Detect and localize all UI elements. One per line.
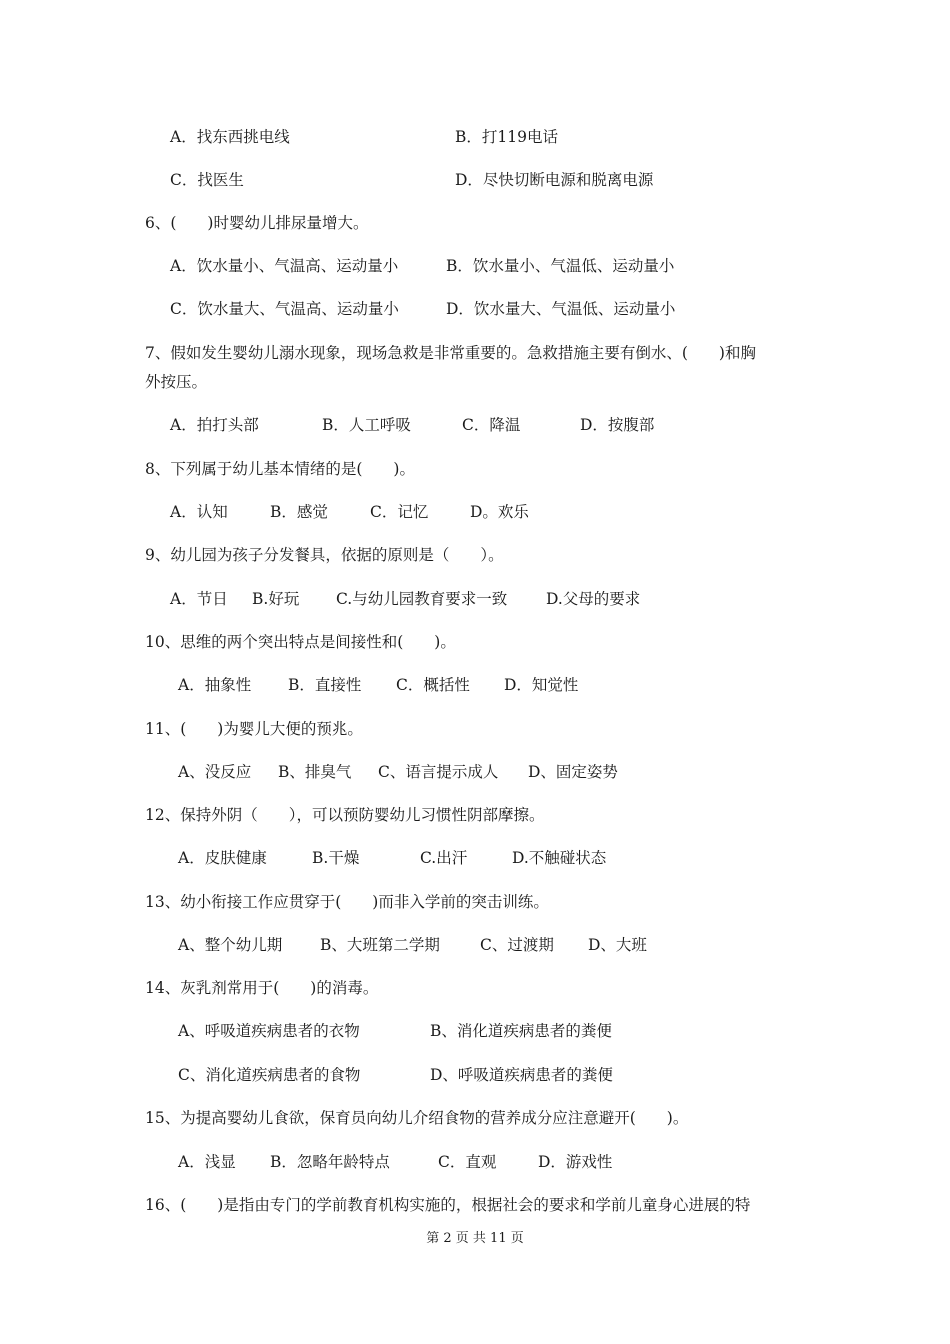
q13-option-b: B、大班第二学期 (320, 936, 440, 954)
q6-option-a: A．饮水量小、气温高、运动量小 (170, 257, 399, 275)
q13-option-d: D、大班 (588, 936, 647, 954)
q14-stem: 14、灰乳剂常用于( )的消毒。 (145, 979, 379, 997)
q8-stem: 8、下列属于幼儿基本情绪的是( )。 (145, 460, 415, 478)
q7-stem-line2: 外按压。 (145, 373, 208, 391)
q14-option-d: D、呼吸道疾病患者的粪便 (430, 1066, 613, 1084)
q14-option-c: C、消化道疾病患者的食物 (178, 1066, 361, 1084)
q15-option-b: B．忽略年龄特点 (270, 1153, 390, 1171)
q10-option-c: C．概括性 (396, 676, 470, 694)
q5-option-c: C．找医生 (170, 171, 244, 189)
page-footer: 第 2 页 共 11 页 (426, 1231, 524, 1246)
q15-option-a: A．浅显 (178, 1153, 236, 1171)
q12-option-d: D.不触碰状态 (512, 849, 607, 867)
q8-option-b: B．感觉 (270, 503, 328, 521)
q9-stem: 9、幼儿园为孩子分发餐具，依据的原则是（ ）。 (145, 546, 504, 564)
q6-option-c: C．饮水量大、气温高、运动量小 (170, 300, 399, 318)
q11-option-a: A、没反应 (178, 763, 252, 781)
q5-option-b: B．打119电话 (455, 128, 558, 146)
q14-option-b: B、消化道疾病患者的粪便 (430, 1022, 612, 1040)
q8-option-c: C．记忆 (370, 503, 429, 521)
q7-stem-line1: 7、假如发生婴幼儿溺水现象，现场急救是非常重要的。急救措施主要有倒水、( )和胸 (145, 344, 756, 362)
q5-option-d: D．尽快切断电源和脱离电源 (455, 171, 654, 189)
q15-option-c: C．直观 (438, 1153, 497, 1171)
q11-option-b: B、排臭气 (278, 763, 352, 781)
q6-option-d: D．饮水量大、气温低、运动量小 (446, 300, 676, 318)
q7-option-d: D．按腹部 (580, 416, 655, 434)
q9-option-d: D.父母的要求 (546, 590, 641, 608)
q7-option-a: A．拍打头部 (170, 416, 259, 434)
q10-option-b: B．直接性 (288, 676, 362, 694)
q5-option-a: A．找东西挑电线 (170, 128, 290, 146)
q13-option-c: C、过渡期 (480, 936, 554, 954)
q13-option-a: A、整个幼儿期 (178, 936, 283, 954)
q11-option-d: D、固定姿势 (528, 763, 618, 781)
q7-option-c: C．降温 (462, 416, 521, 434)
q6-stem: 6、( )时婴幼儿排尿量增大。 (145, 214, 369, 232)
q10-option-a: A．抽象性 (178, 676, 252, 694)
q9-option-b: B.好玩 (252, 590, 300, 608)
q11-stem: 11、( )为婴儿大便的预兆。 (145, 720, 363, 738)
q14-option-a: A、呼吸道疾病患者的衣物 (178, 1022, 360, 1040)
q7-option-b: B．人工呼吸 (322, 416, 411, 434)
q13-stem: 13、幼小衔接工作应贯穿于( )而非入学前的突击训练。 (145, 893, 549, 911)
q12-option-a: A．皮肤健康 (178, 849, 267, 867)
q9-option-c: C.与幼儿园教育要求一致 (336, 590, 508, 608)
q8-option-a: A．认知 (170, 503, 228, 521)
q11-option-c: C、语言提示成人 (378, 763, 499, 781)
q16-stem: 16、( )是指由专门的学前教育机构实施的，根据社会的要求和学前儿童身心进展的特 (145, 1196, 751, 1214)
q10-stem: 10、思维的两个突出特点是间接性和( )。 (145, 633, 456, 651)
q15-option-d: D．游戏性 (538, 1153, 613, 1171)
q10-option-d: D．知觉性 (504, 676, 579, 694)
q15-stem: 15、为提高婴幼儿食欲，保育员向幼儿介绍食物的营养成分应注意避开( )。 (145, 1109, 689, 1127)
q12-option-c: C.出汗 (420, 849, 468, 867)
q8-option-d: D。欢乐 (470, 503, 529, 521)
q12-stem: 12、保持外阴（ ），可以预防婴幼儿习惯性阴部摩擦。 (145, 806, 545, 824)
q9-option-a: A．节日 (170, 590, 228, 608)
q6-option-b: B．饮水量小、气温低、运动量小 (446, 257, 675, 275)
q12-option-b: B.干燥 (312, 849, 360, 867)
